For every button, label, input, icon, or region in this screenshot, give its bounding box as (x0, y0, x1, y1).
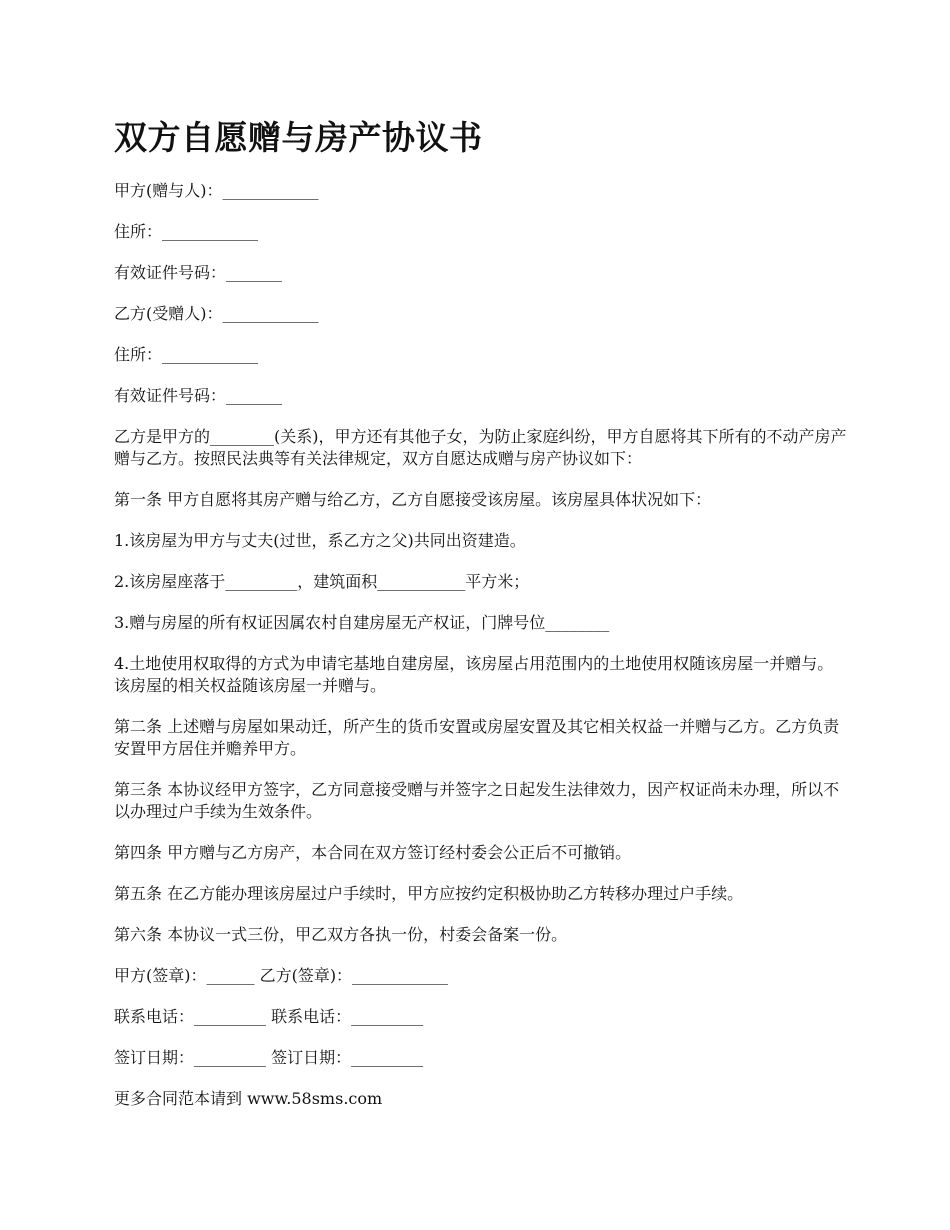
article-4: 第四条 甲方赠与乙方房产，本合同在双方签订经村委会公正后不可撤销。 (114, 843, 632, 862)
party-b-address: 住所：____________ (114, 345, 259, 364)
article-1-item-3: 3.赠与房屋的所有权证因属农村自建房屋无产权证，门牌号位________ (114, 613, 610, 632)
party-a-donor: 甲方(赠与人)：____________ (114, 181, 319, 200)
footer-link-text: 更多合同范本请到 www.58sms.com (114, 1089, 383, 1108)
article-1-item-2: 2.该房屋座落于_________，建筑面积___________平方米； (114, 572, 530, 591)
article-5: 第五条 在乙方能办理该房屋过户手续时，甲方应按约定积极协助乙方转移办理过户手续。 (114, 884, 744, 903)
party-b-id-number: 有效证件号码：_______ (114, 386, 283, 405)
article-1: 第一条 甲方自愿将其房产赠与给乙方，乙方自愿接受该房屋。该房屋具体状况如下： (114, 490, 712, 509)
article-3: 第三条 本协议经甲方签字，乙方同意接受赠与并签字之日起发生法律效力，因产权证尚未办理，所以不以办理过户手续为生效条件。 (114, 780, 840, 821)
article-6: 第六条 本协议一式三份，甲乙双方各执一份，村委会备案一份。 (114, 925, 568, 944)
document-title: 双方自愿赠与房产协议书 (114, 118, 483, 157)
signature-line: 甲方(签章)：______ 乙方(签章)：____________ (114, 966, 449, 985)
article-1-item-4: 4.土地使用权取得的方式为申请宅基地自建房屋，该房屋占用范围内的土地使用权随该房屋一并赠与。该房屋的相关权益随该房屋一并赠与。 (114, 654, 834, 695)
party-a-id-number: 有效证件号码：_______ (114, 263, 283, 282)
party-a-address: 住所：____________ (114, 222, 259, 241)
preamble-paragraph: 乙方是甲方的________(关系)，甲方还有其他子女，为防止家庭纠纷，甲方自愿将其下所有的不动产房产赠与乙方。按照民法典等有关法律规定，双方自愿达成赠与房产协议如下： (114, 427, 847, 468)
article-2: 第二条 上述赠与房屋如果动迁，所产生的货币安置或房屋安置及其它相关权益一并赠与乙方。乙方负责安置甲方居住并赡养甲方。 (114, 717, 840, 758)
document-page (114, 112, 849, 1129)
party-b-donee: 乙方(受赠人)：____________ (114, 304, 319, 323)
date-line: 签订日期：_________ 签订日期：_________ (114, 1048, 424, 1067)
article-1-item-1: 1.该房屋为甲方与丈夫(过世，系乙方之父)共同出资建造。 (114, 531, 526, 550)
phone-line: 联系电话：_________ 联系电话：_________ (114, 1007, 424, 1026)
